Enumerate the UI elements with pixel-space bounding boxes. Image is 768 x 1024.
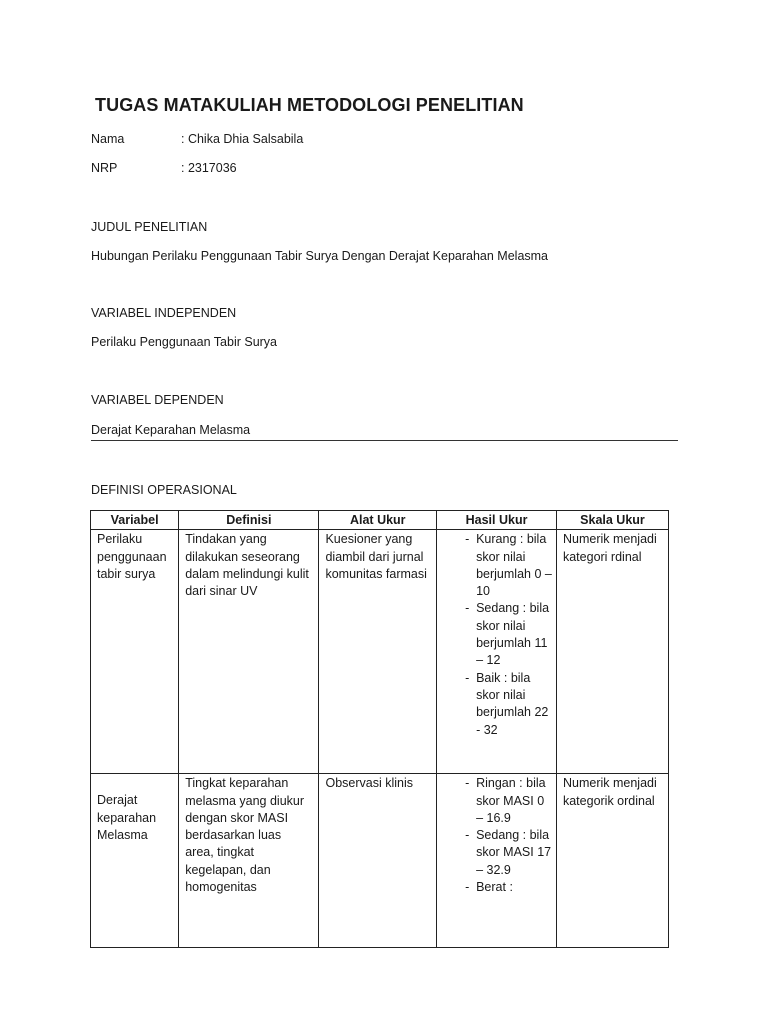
hasil-item: - Sedang : bila skor MASI 17 – 32.9 — [465, 828, 552, 877]
definisi-heading: DEFINISI OPERASIONAL — [91, 483, 237, 497]
judul-text: Hubungan Perilaku Penggunaan Tabir Surya Dengan Derajat Keparahan Melasma — [91, 249, 549, 263]
header-skala-ukur: Skala Ukur — [556, 511, 668, 530]
hasil-list — [443, 775, 552, 896]
judul-heading: JUDUL PENELITIAN — [91, 220, 208, 234]
cell-hasil-ukur — [437, 774, 557, 948]
dependen-heading: VARIABEL DEPENDEN — [91, 393, 224, 407]
nama-label: Nama — [91, 132, 125, 146]
header-alat-ukur: Alat Ukur — [319, 511, 437, 530]
table-row — [91, 530, 669, 774]
header-hasil-ukur: Hasil Ukur — [437, 511, 557, 530]
cell-definisi: Tingkat keparahan melasma yang diukur dengan skor MASI berdasarkan luas area, tingkat kegelapan, dan homogenitas — [179, 774, 319, 948]
cell-skala-ukur: Numerik menjadi kategori rdinal — [556, 530, 668, 774]
cell-skala-ukur: Numerik menjadi kategorik ordinal — [556, 774, 668, 948]
cell-alat-ukur: Kuesioner yang diambil dari jurnal komunitas farmasi — [319, 530, 437, 774]
hasil-item: - Ringan : bila skor MASI 0 – 16.9 — [465, 776, 546, 825]
nama-value: : Chika Dhia Salsabila — [181, 132, 304, 146]
hasil-item: - Berat : — [443, 879, 552, 896]
hasil-item: - Kurang : bila skor nilai berjumlah 0 – 10 — [465, 532, 552, 599]
table-row — [91, 774, 669, 948]
hasil-list — [443, 531, 552, 739]
bullet-dash: - — [465, 601, 470, 616]
section-divider — [91, 440, 678, 441]
nrp-value: : 2317036 — [181, 161, 237, 175]
cell-hasil-ukur — [437, 530, 557, 774]
independen-text: Perilaku Penggunaan Tabir Surya — [91, 335, 278, 349]
nrp-label: NRP — [91, 161, 118, 175]
header-definisi: Definisi — [179, 511, 319, 530]
bullet-dash: - — [465, 776, 470, 791]
hasil-item: - Sedang : bila skor nilai berjumlah 11 – 12 — [465, 601, 550, 668]
cell-definisi: Tindakan yang dilakukan seseorang dalam melindungi kulit dari sinar UV — [179, 530, 319, 774]
bullet-dash: - — [465, 828, 470, 843]
cell-alat-ukur: Observasi klinis — [319, 774, 437, 948]
hasil-item: - Baik : bila skor nilai berjumlah 22 - 32 — [465, 670, 549, 737]
bullet-dash: - — [465, 880, 470, 895]
header-variabel: Variabel — [91, 511, 179, 530]
bullet-dash: - — [465, 532, 470, 547]
cell-variabel: Derajat keparahan Melasma — [91, 774, 179, 948]
table-header-row — [91, 511, 669, 530]
definisi-operasional-table — [90, 510, 669, 948]
independen-heading: VARIABEL INDEPENDEN — [91, 306, 237, 320]
dependen-text: Derajat Keparahan Melasma — [91, 423, 251, 437]
cell-variabel: Perilaku penggunaan tabir surya — [91, 530, 179, 774]
bullet-dash: - — [465, 670, 470, 685]
document-title: TUGAS MATAKULIAH METODOLOGI PENELITIAN — [95, 95, 524, 115]
